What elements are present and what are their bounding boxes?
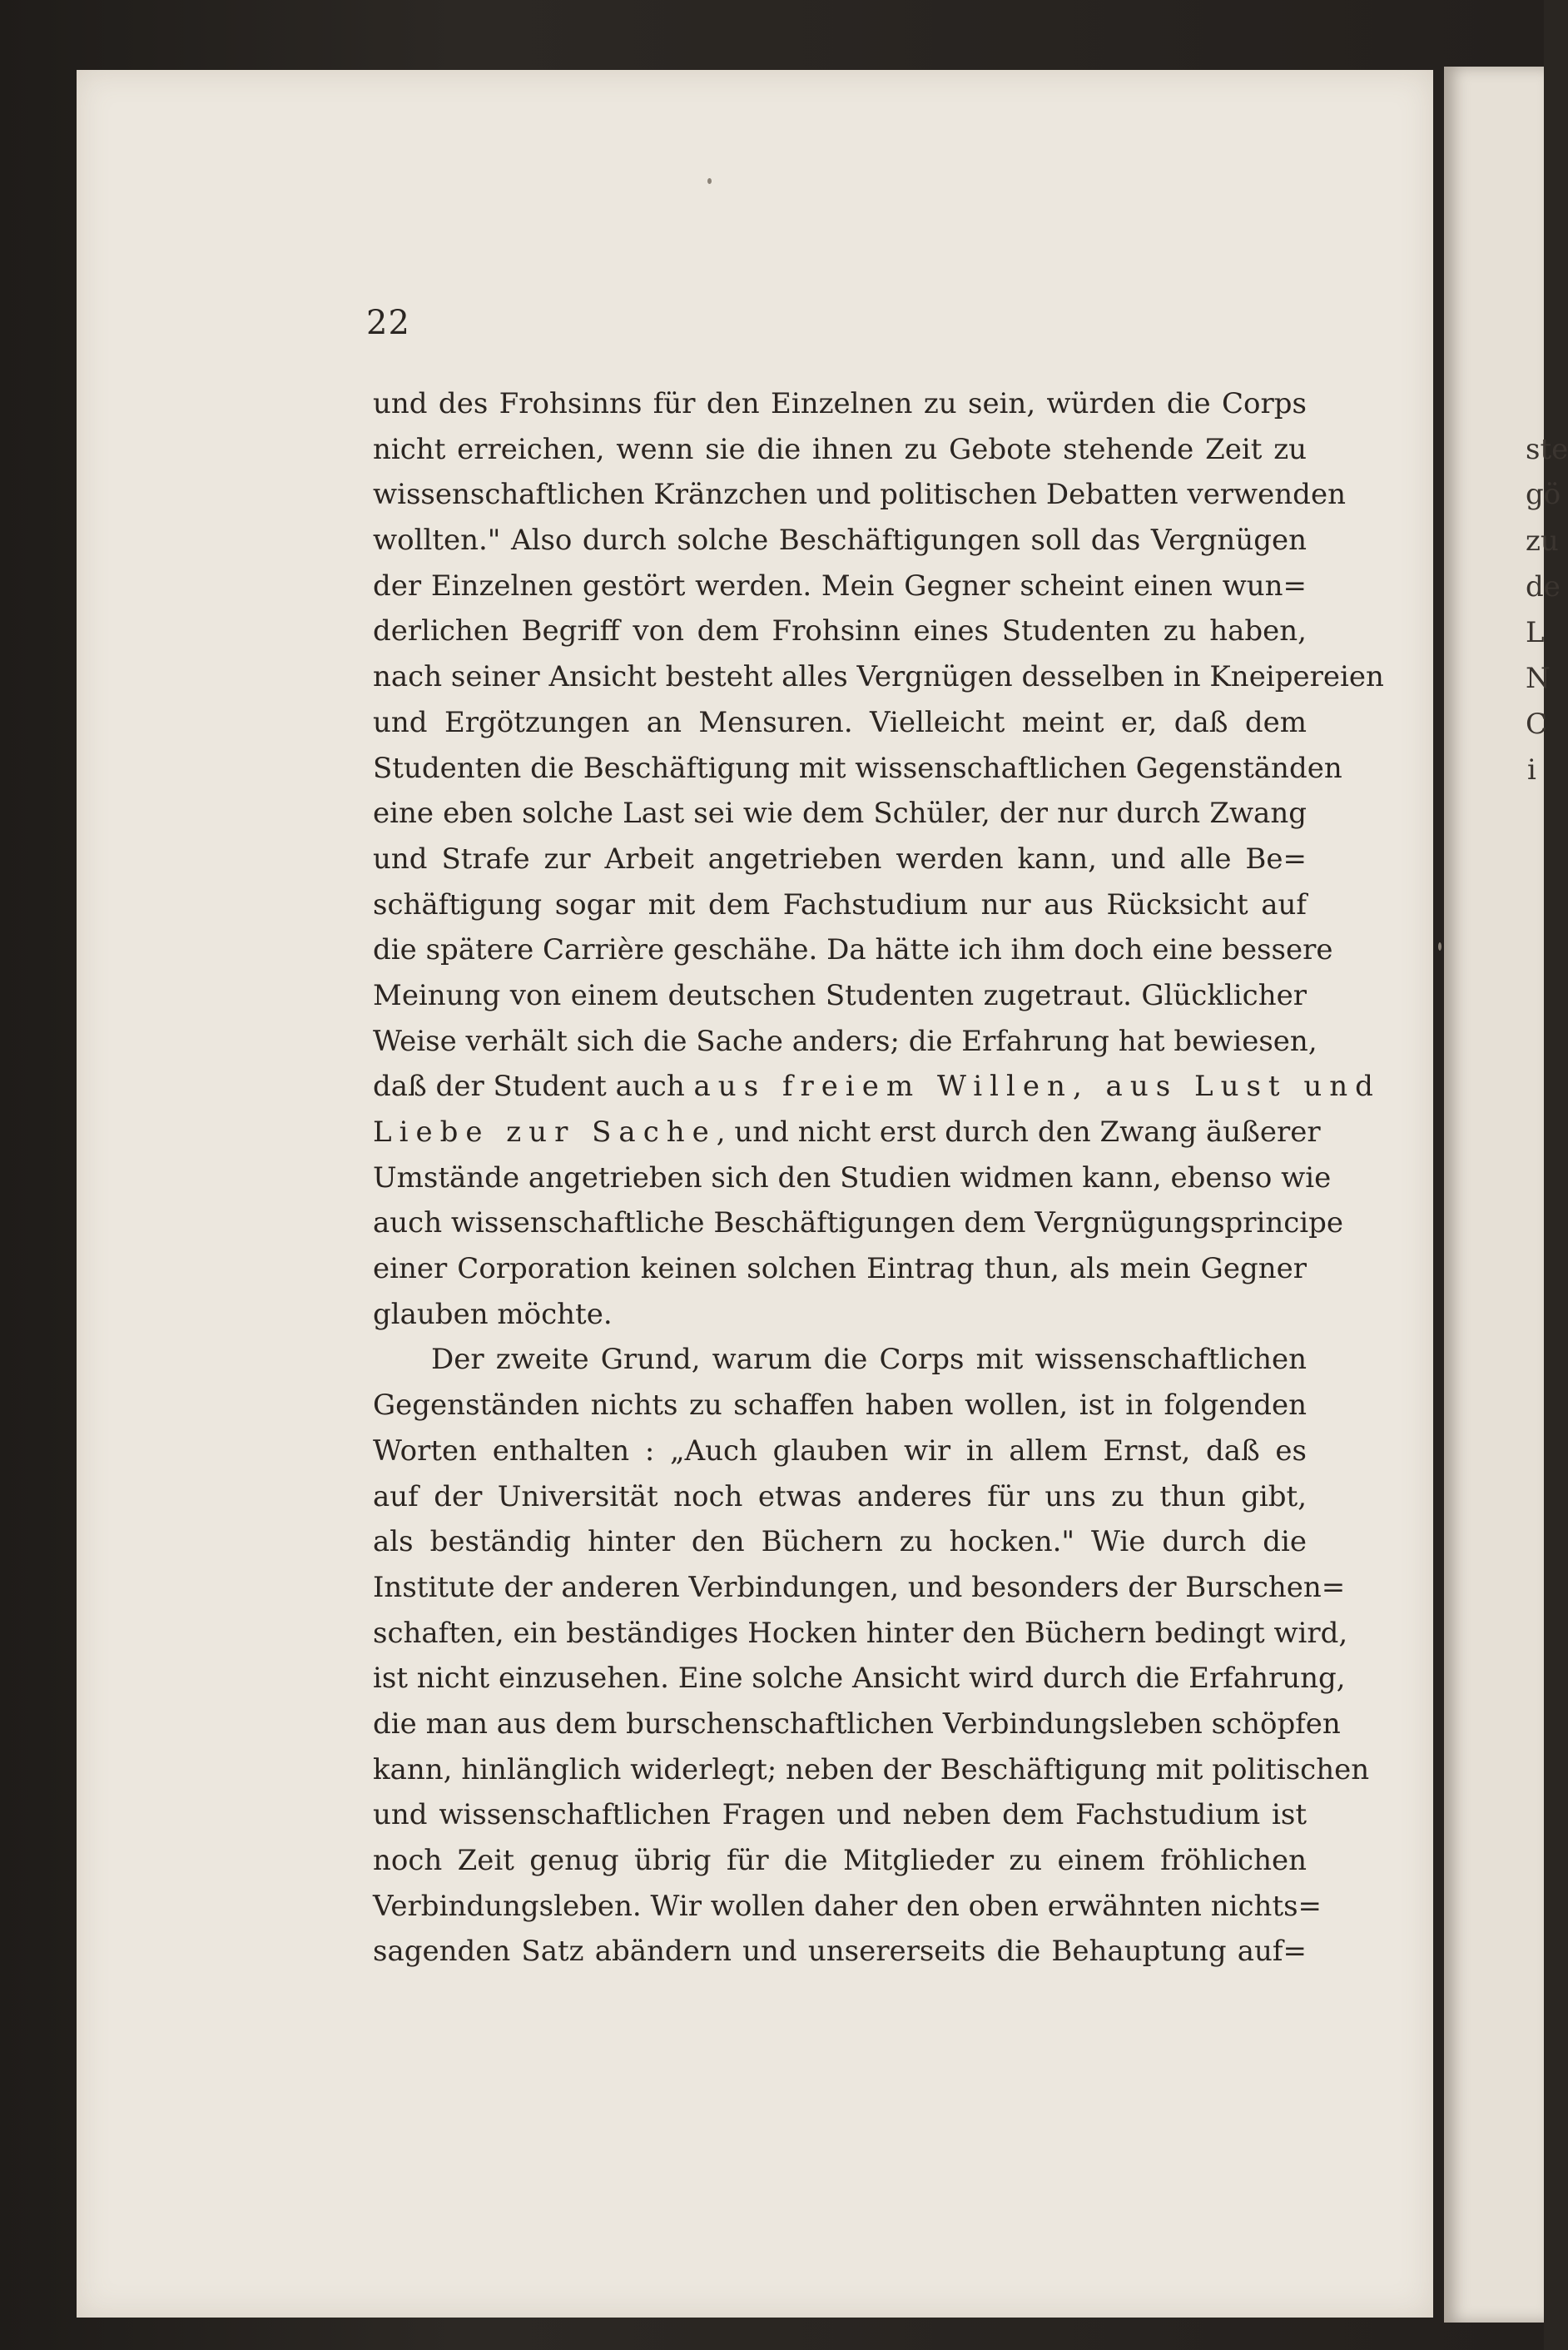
paper-speck [707,178,712,184]
text-line: sagenden Satz abändern und unsererseits die Behauptung auf= [373,1935,1307,1969]
body-text [373,381,1384,1975]
text-line: eine eben solche Last sei wie dem Schüler, der nur durch Zwang [373,797,1307,831]
text-line-spaced-emphasis [373,1110,1321,1155]
text-line: ist nicht einzusehen. Eine solche Ansicht wird durch die Erfahrung, [373,1662,1346,1696]
text-line: kann, hinlänglich widerlegt; neben der Beschäftigung mit politischen [373,1752,1370,1786]
text-line: die spätere Carrière geschähe. Da hätte ich ihm doch eine bessere [373,933,1333,967]
paper-speck [1438,942,1441,951]
text-line: Verbindungsleben. Wir wollen daher den oben erwähnten nichts= [373,1889,1322,1923]
text-line: die man aus dem burschenschaftlichen Verbindungsleben schöpfen [373,1707,1341,1741]
emphasis-segment: aus freiem Willen, aus Lust und [693,1070,1381,1104]
text-line: Umstände angetrieben sich den Studien widmen kann, ebenso wie [373,1160,1332,1195]
text-line: und wissenschaftlichen Fragen und neben dem Fachstudium ist [373,1798,1307,1832]
text-line: schäftigung sogar mit dem Fachstudium nur aus Rücksicht auf [373,887,1307,922]
text-line: auch wissenschaftliche Beschäftigungen dem Vergnügungsprincipe [373,1206,1344,1240]
text-line: als beständig hinter den Büchern zu hocken." Wie durch die [373,1525,1307,1559]
text-line: noch Zeit genug übrig für die Mitglieder zu einem fröhlichen [373,1844,1307,1877]
text-line: wollten." Also durch solche Beschäftigungen soll das Vergnügen [373,524,1307,558]
adjacent-page-fragment: zu [1526,524,1559,558]
adjacent-page-fragment: L [1526,616,1545,649]
text-line: Weise verhält sich die Sache anders; die Erfahrung hat bewiesen, [373,1024,1317,1058]
adjacent-page-fragment: C [1526,708,1548,741]
text-line: und Ergötzungen an Mensuren. Vielleicht meint er, daß dem [373,705,1307,739]
adjacent-page-fragment: gö [1526,478,1561,511]
text-line-spaced-emphasis [373,1064,1381,1110]
text-line: einer Corporation keinen solchen Eintrag thun, als mein Gegner [373,1252,1307,1286]
text-line: nicht erreichen, wenn sie die ihnen zu Gebote stehende Zeit zu [373,432,1307,466]
text-line: auf der Universität noch etwas anderes für uns zu thun gibt, [373,1479,1307,1513]
text-line: derlichen Begriff von dem Frohsinn eines Studenten zu haben, [373,614,1307,648]
adjacent-page-fragment: ste [1526,433,1568,466]
adjacent-page-edge [1444,67,1568,2323]
text-line: glauben möchte. [373,1297,613,1331]
text-line: der Einzelnen gestört werden. Mein Gegner scheint einen wun= [373,569,1307,603]
adjacent-page-fragment: i [1527,753,1536,787]
paragraph-first-line: Der zweite Grund, warum die Corps mit wissenschaftlichen [431,1343,1307,1377]
emphasis-segment: Liebe zur Sache [373,1115,717,1149]
text-line: und Strafe zur Arbeit angetrieben werden kann, und alle Be= [373,842,1307,876]
text-line: Studenten die Beschäftigung mit wissenschaftlichen Gegenständen [373,751,1342,785]
adjacent-page-fragment: de [1526,570,1561,604]
text-line: wissenschaftlichen Kränzchen und politischen Debatten verwenden [373,478,1346,512]
text-line: Worten enthalten : „Auch glauben wir in allem Ernst, daß es [373,1433,1307,1468]
text-line: Meinung von einem deutschen Studenten zugetraut. Glücklicher [373,978,1307,1012]
text-segment: daß der Student auch [373,1070,694,1104]
text-line: Institute der anderen Verbindungen, und besonders der Burschen= [373,1570,1346,1604]
text-line: nach seiner Ansicht besteht alles Vergnügen desselben in Kneipereien [373,660,1384,694]
page-number: 22 [366,304,410,342]
text-line: schaften, ein beständiges Hocken hinter den Büchern bedingt wird, [373,1616,1348,1650]
text-segment: , und nicht erst durch den Zwang äußerer [716,1115,1321,1149]
adjacent-page-fragment: N [1526,662,1551,695]
text-line: und des Frohsinns für den Einzelnen zu sein, würden die Corps [373,387,1307,420]
text-line: Gegenständen nichts zu schaffen haben wollen, ist in folgenden [373,1389,1307,1423]
